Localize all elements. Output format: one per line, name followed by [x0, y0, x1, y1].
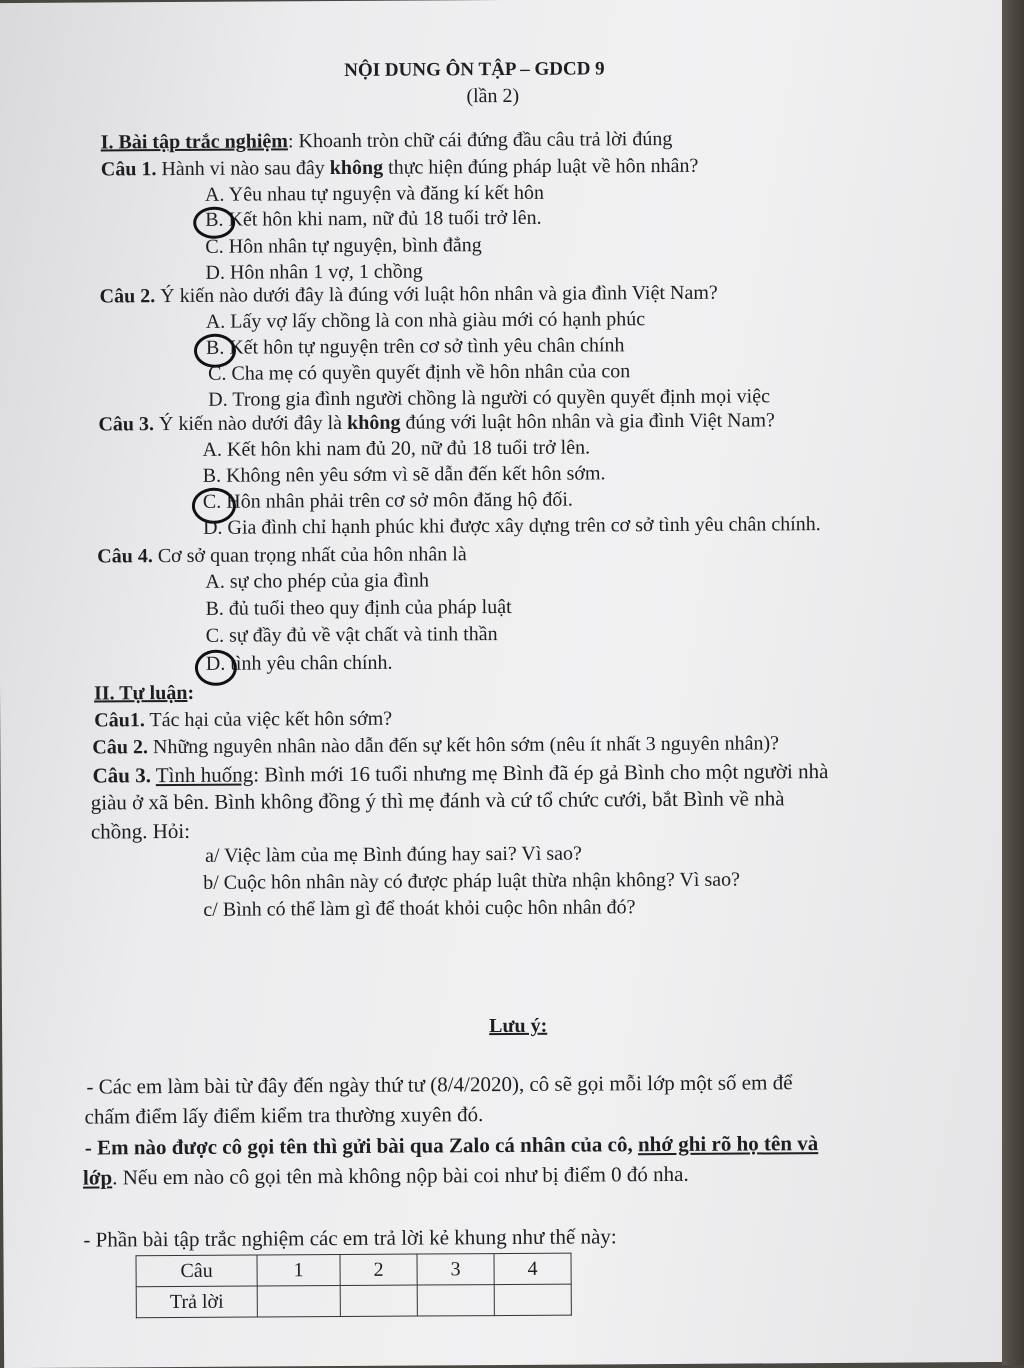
section2-colon: : — [187, 681, 195, 704]
note-p2-line1 — [85, 1131, 819, 1159]
page-subtitle: (lần 2) — [466, 84, 520, 108]
table-cell: 3 — [417, 1254, 494, 1285]
table-cell — [494, 1284, 571, 1315]
question-2-label: Câu 2. — [99, 285, 156, 308]
essay-q3-situation: Tình huống — [155, 762, 254, 788]
essay-sub-b: b/ Cuộc hôn nhân này có được pháp luật thừa nhận không? Vì sao? — [203, 868, 741, 894]
q2-option-a: A. Lấy vợ lấy chồng là con nhà giàu mới có hạnh phúc — [205, 308, 646, 333]
note-p3: - Phần bài tập trắc nghiệm các em trả lời kẻ khung như thế này: — [83, 1224, 617, 1252]
question-1-text-end: thực hiện đúng pháp luật về hôn nhân? — [383, 154, 699, 179]
q1-option-b: B. Kết hôn khi nam, nữ đủ 18 tuổi trở lên. — [205, 206, 542, 231]
answer-table-row-answers — [136, 1284, 571, 1318]
q1-option-c: C. Hôn nhân tự nguyện, bình đẳng — [205, 234, 482, 258]
answer-table — [135, 1253, 571, 1319]
q2-option-b: B. Kết hôn tự nguyện trên cơ sở tình yêu chân chính — [205, 334, 625, 359]
q4-option-c: C. sự đầy đủ về vật chất và tinh thần — [205, 623, 498, 647]
table-cell: 1 — [257, 1255, 340, 1287]
essay-sub-a: a/ Việc làm của mẹ Bình đúng hay sai? Vì sao? — [204, 842, 582, 867]
question-3-text-end: đúng với luật hôn nhân và gia đình Việt Nam? — [400, 409, 775, 434]
question-1 — [101, 154, 699, 182]
table-cell: Trả lời — [136, 1286, 257, 1318]
question-4-label: Câu 4. — [97, 545, 153, 568]
essay-q2-text: Những nguyên nhân nào dẫn đến sự kết hôn sớm (nêu ít nhất 3 nguyên nhân)? — [147, 732, 780, 759]
question-3-emphasis: không — [346, 411, 401, 434]
table-cell: Câu — [136, 1255, 257, 1287]
question-1-text: Hành vi nào sau đây — [156, 157, 330, 181]
question-1-label: Câu 1. — [100, 158, 157, 181]
question-3 — [98, 408, 775, 436]
question-1-emphasis: không — [329, 156, 384, 180]
question-4 — [97, 542, 467, 568]
essay-q3-line3: chồng. Hỏi: — [90, 818, 191, 844]
question-4-text: Cơ sở quan trọng nhất của hôn nhân là — [152, 543, 467, 568]
table-cell — [340, 1285, 417, 1316]
question-2-text: Ý kiến nào dưới đây là đúng với luật hôn nhân và gia đình Việt Nam? — [155, 281, 718, 308]
essay-q1-label: Câu1. — [94, 709, 145, 732]
note-p2-underlined: nhớ ghi rõ họ tên và — [637, 1131, 819, 1157]
section1-instruction: : Khoanh tròn chữ cái đứng đầu câu trả lời đúng — [287, 127, 673, 153]
note-p2-line2 — [83, 1162, 689, 1190]
q3-option-b: B. Không nên yêu sớm vì sẽ dẫn đến kết hôn sớm. — [202, 462, 606, 487]
essay-q3-line2: giàu ở xã bên. Bình không đồng ý thì mẹ đánh và cứ tổ chức cưới, bắt Bình về nhà — [90, 786, 785, 815]
q2-option-d: D. Trong gia đình người chồng là người có quyền quyết định mọi việc — [208, 385, 770, 411]
page-title: NỘI DUNG ÔN TẬP – GDCD 9 — [344, 58, 605, 81]
q2-option-c: C. Cha mẹ có quyền quyết định về hôn nhân của con — [208, 360, 631, 385]
section1-heading-line — [101, 127, 673, 154]
note-p2-underlined2: lớp — [82, 1165, 113, 1190]
q3-option-a: A. Kết hôn khi nam đủ 20, nữ đủ 18 tuổi trở lên. — [202, 436, 591, 461]
q4-option-d: D. tình yêu chân chính. — [205, 651, 393, 675]
note-heading: Lưu ý: — [489, 1014, 548, 1038]
answer-table-row-questions — [136, 1253, 571, 1287]
essay-q2-label: Câu 2. — [92, 736, 149, 759]
note-p2-bold: - Em nào được cô gọi tên thì gửi bài qua Zalo cá nhân của cô, — [84, 1132, 639, 1160]
paper-edge-shadow — [1002, 0, 1024, 1365]
essay-q1-text: Tác hại của việc kết hôn sớm? — [144, 707, 393, 732]
q1-option-d: D. Hôn nhân 1 vợ, 1 chồng — [205, 260, 423, 284]
note-p1-line1: - Các em làm bài từ đây đến ngày thứ tư (8/4/2020), cô sẽ gọi mỗi lớp một số em để — [86, 1070, 793, 1099]
answer-circle-q4 — [195, 650, 237, 686]
note-p2-rest: . Nếu em nào cô gọi tên mà không nộp bài coi như bị điểm 0 đó nha. — [112, 1161, 689, 1190]
question-3-text: Ý kiến nào dưới đây là — [153, 411, 348, 436]
essay-q3-label: Câu 3. — [92, 763, 151, 788]
question-2 — [100, 281, 718, 309]
q1-option-a: A. Yêu nhau tự nguyện và đăng kí kết hôn — [204, 181, 544, 206]
q3-option-c: C. Hôn nhân phải trên cơ sở môn đăng hộ đối. — [202, 488, 573, 513]
section1-heading: I. Bài tập trắc nghiệm — [100, 130, 288, 154]
q4-option-b: B. đủ tuổi theo quy định của pháp luật — [205, 595, 512, 620]
essay-question-2 — [92, 731, 779, 759]
table-cell: 4 — [494, 1253, 571, 1284]
table-cell — [417, 1285, 494, 1316]
table-cell — [257, 1286, 340, 1318]
essay-question-3 — [92, 759, 828, 787]
section2-heading: II. Tự luận — [93, 681, 188, 705]
essay-q3-line1: : Bình mới 16 tuổi nhưng mẹ Bình đã ép gả Bình cho một người nhà — [253, 759, 829, 787]
section2-heading-line — [94, 681, 194, 706]
question-3-label: Câu 3. — [98, 413, 155, 436]
table-cell: 2 — [340, 1254, 417, 1285]
essay-sub-c: c/ Bình có thể làm gì để thoát khỏi cuộc hôn nhân đó? — [203, 896, 636, 921]
q3-option-d: D. Gia đình chỉ hạnh phúc khi được xây dựng trên cơ sở tình yêu chân chính. — [202, 513, 821, 539]
note-p1-line2: chấm điểm lấy điểm kiểm tra thường xuyên đó. — [84, 1102, 484, 1129]
essay-question-1 — [94, 707, 392, 733]
q4-option-a: A. sự cho phép của gia đình — [205, 569, 430, 593]
